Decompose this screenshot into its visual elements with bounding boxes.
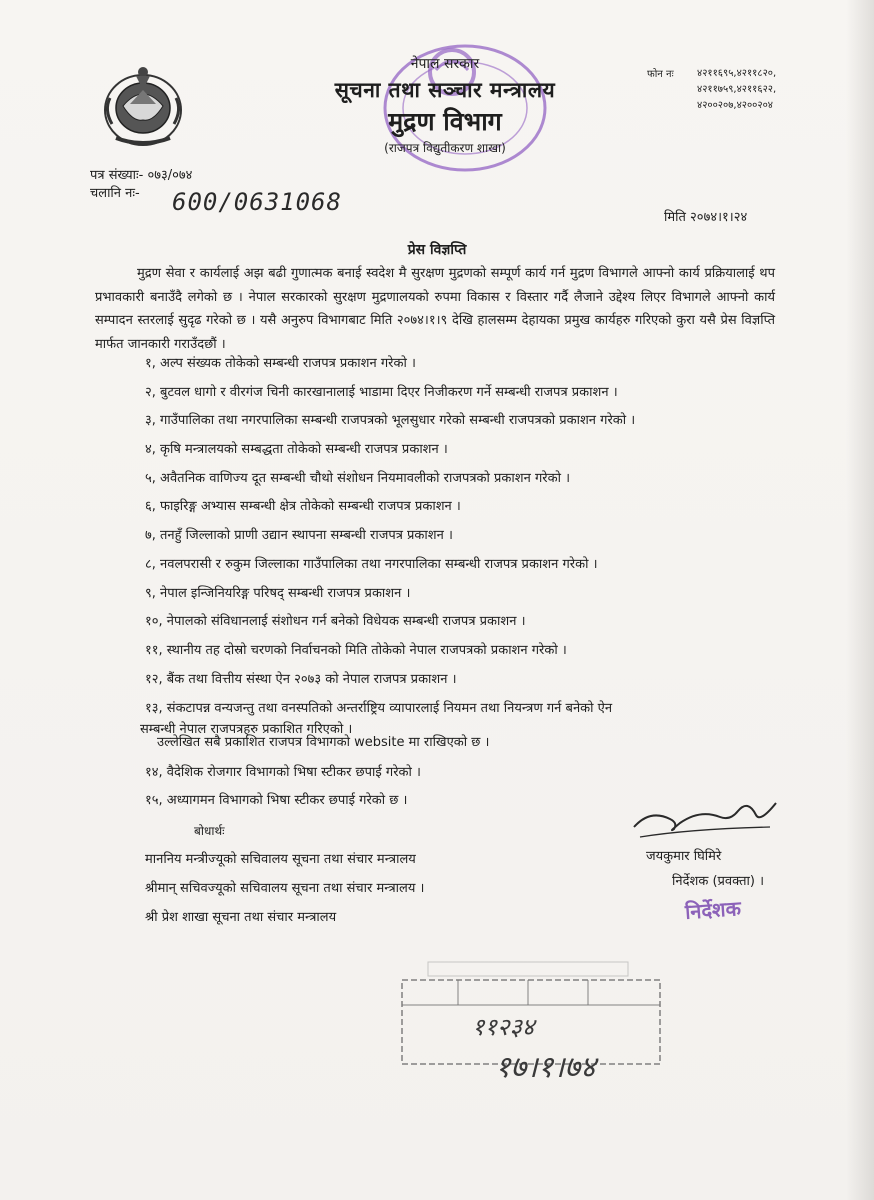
cc-label: बोधार्थः [194, 824, 225, 838]
cc-list [145, 845, 424, 932]
phone-label: फोन नः [647, 69, 674, 80]
list-item: ११, स्थानीय तह दोस्रो चरणको निर्वाचनको मिति तोकेको नेपाल राजपत्रको प्रकाशन गरेको । [145, 642, 567, 658]
list-item: १५, अध्यागमन विभागको भिषा स्टीकर छपाई गरेको छ । [145, 793, 408, 808]
list-item-line: १३, संकटापन्न वन्यजन्तु तथा वनस्पतिको अन्तर्राष्ट्रिय व्यापारलाई नियमन तथा नियन्त्रण गर्न बनेको ऐन [145, 701, 613, 717]
letter-number: पत्र संख्याः- ०७३/०७४ [90, 168, 193, 183]
issue-date: मिति २०७४।१।२४ [664, 210, 748, 225]
list-item: १, अल्प संख्यक तोकेको सम्बन्धी राजपत्र प्रकाशन गरेको । [145, 356, 416, 371]
list-item: ७, तनहुँ जिल्लाको प्राणी उद्यान स्थापना सम्बन्धी राजपत्र प्रकाशन । [145, 528, 453, 544]
signatory-name: जयकुमार घिमिरे [646, 849, 722, 864]
list-item-continuation: सम्बन्धी नेपाल राजपत्रहरु प्रकाशित गरिएको । [140, 722, 353, 738]
phone-line: ४२००२०७,४२००२०४ [697, 100, 773, 111]
list-item: ६, फाइरिङ्ग अभ्यास सम्बन्धी क्षेत्र तोकेको सम्बन्धी राजपत्र प्रकाशन । [145, 499, 461, 515]
list-item: १०, नेपालको संविधानलाई संशोधन गर्न बनेको विधेयक सम्बन्धी राजपत्र प्रकाशन । [145, 614, 526, 630]
cc-recipient: माननिय मन्त्रीज्यूको सचिवालय सूचना तथा संचार मन्त्रालय [145, 852, 416, 867]
department-name: मुद्रण विभाग [388, 107, 502, 136]
dispatch-label: चलानि नः- [90, 186, 140, 201]
director-stamp: निर्देशक [684, 896, 742, 924]
cc-recipient: श्री प्रेश शाखा सूचना तथा संचार मन्त्रालय [145, 910, 337, 925]
activity-list [140, 350, 795, 740]
ministry-name: सूचना तथा सञ्चार मन्त्रालय [334, 78, 556, 102]
press-release-title: प्रेस विज्ञप्ति [407, 242, 467, 258]
website-note: उल्लेखित सबै प्रकाशित राजपत्र विभागको website मा राखिएको छ । [157, 735, 490, 750]
list-item: ५, अवैतनिक वाणिज्य दूत सम्बन्धी चौथो संशोधन नियमावलीको राजपत्रको प्रकाशन गरेको । [145, 470, 571, 486]
list-item: १२, बैंक तथा वित्तीय संस्था ऐन २०७३ को नेपाल राजपत्र प्रकाशन । [145, 671, 457, 687]
receipt-date-handwritten: १७।१।७४ [495, 1050, 596, 1085]
signature-icon [630, 797, 780, 845]
phone-line: ४२११६९५,४२११८२०, [697, 68, 777, 79]
branch-name: (राजपत्र विद्युतीकरण शाखा) [384, 141, 506, 155]
list-item: ४, कृषि मन्त्रालयको सम्बद्धता तोकेको सम्बन्धी राजपत्र प्रकाशन । [145, 442, 448, 458]
page-edge-shadow [846, 0, 874, 1200]
list-item: ३, गाउँपालिका तथा नगरपालिका सम्बन्धी राजपत्रको भूलसुधार गरेको सम्बन्धी राजपत्रको प्रकाशन गरेको । [145, 413, 636, 429]
cc-recipient: श्रीमान् सचिवज्यूको सचिवालय सूचना तथा संचार मन्त्रालय । [145, 881, 425, 896]
phone-numbers [697, 66, 776, 114]
list-item: ८, नवलपरासी र रुकुम जिल्लाका गाउँपालिका तथा नगरपालिका सम्बन्धी राजपत्र प्रकाशन गरेको । [145, 556, 598, 572]
government-name: नेपाल सरकार [410, 56, 480, 72]
phone-line: ४२११७५९,४२११६२२, [697, 84, 777, 95]
dispatch-number-handwritten: 600/0631068 [172, 188, 342, 216]
receipt-number-handwritten: ११२३४ [472, 1013, 535, 1041]
nepal-emblem-icon [98, 62, 188, 150]
list-item: ९, नेपाल इन्जिनियरिङ्ग परिषद् सम्बन्धी राजपत्र प्रकाशन । [145, 585, 411, 601]
list-item: १४, वैदेशिक रोजगार विभागको भिषा स्टीकर छपाई गरेको । [145, 765, 421, 780]
signatory-title: निर्देशक (प्रवक्ता) । [672, 874, 765, 889]
intro-paragraph: मुद्रण सेवा र कार्यलाई अझ बढी गुणात्मक बनाई स्वदेश मै सुरक्षण मुद्रणको सम्पूर्ण कार्य गर्न मुद्रण विभागले आफ्नो कार्य प्रक्रियालाई थप प्रभावकारी बनाउँदै लगेको छ । नेपाल सरकारको सुरक्षण मुद्रणालयको रुपमा विकास र विस्तार गर्दै लैजाने उद्देश्य लिएर विभागले आफ्नो कार्य सम्पादन स्तरलाई सुदृढ गरेको छ । यसै अनुरुप विभागबाट मिति २०७४।१।९ देखि हालसम्म देहायका प्रमुख कार्यहरु गरिएको कुरा यसै प्रेस विज्ञप्ति मार्फत जानकारी गराउँदछौं । [95, 266, 775, 352]
activity-list-continued [145, 759, 421, 815]
list-item: २, बुटवल धागो र वीरगंज चिनी कारखानालाई भाडामा दिएर निजीकरण गर्ने सम्बन्धी राजपत्र प्रकाशन । [145, 384, 618, 400]
